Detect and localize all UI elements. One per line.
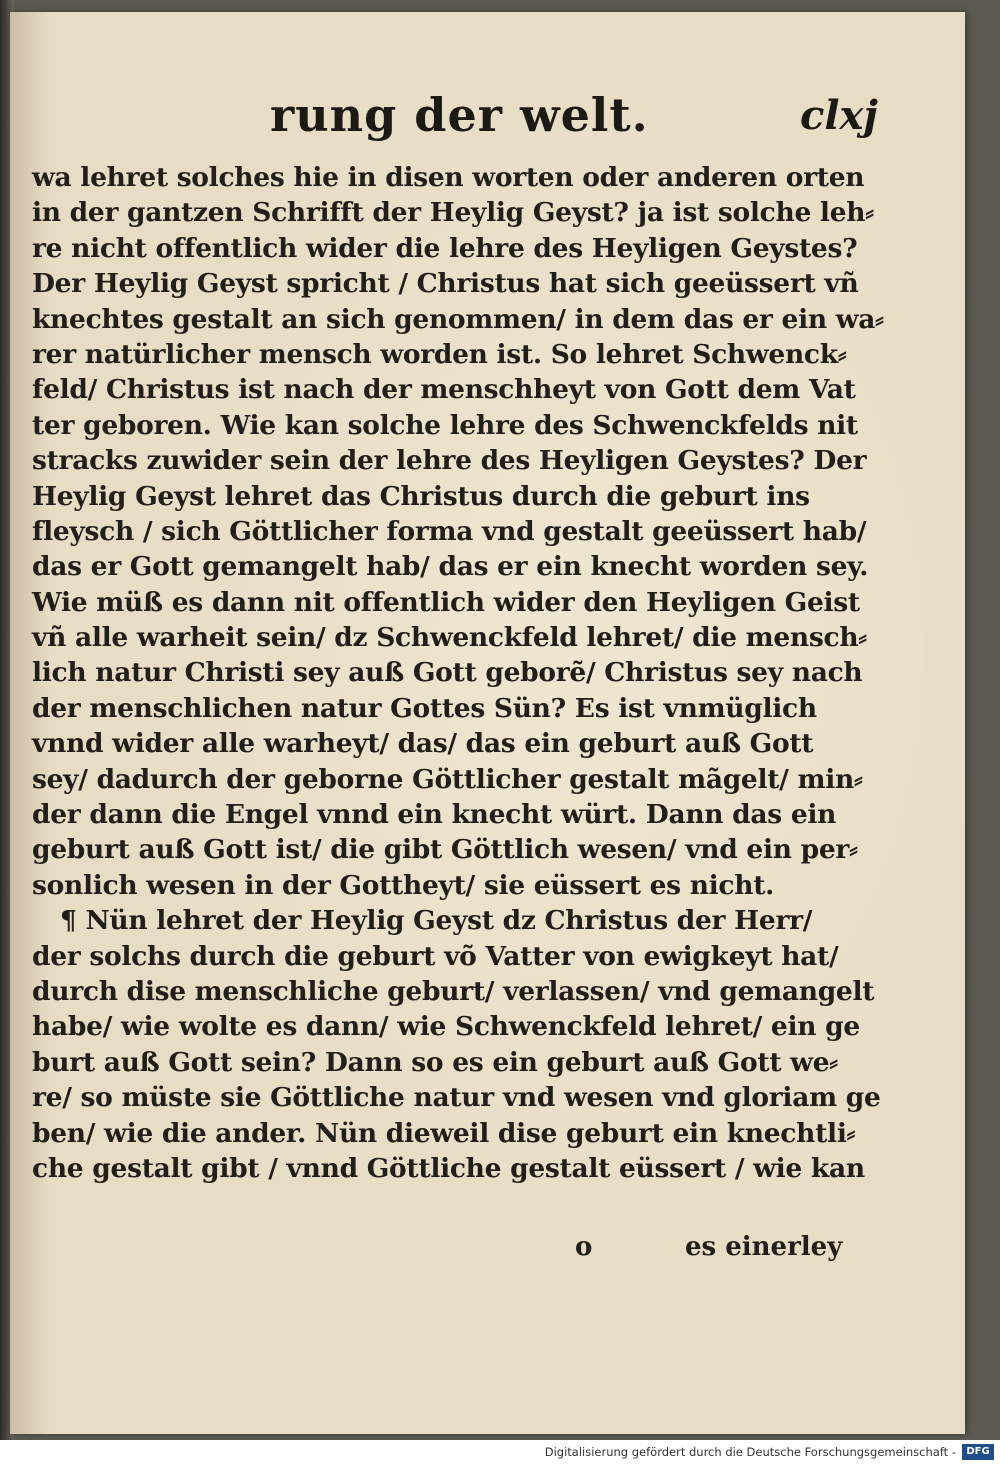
text-line: habe/ wie wolte es dann/ wie Schwenckfeld lehret/ ein ge xyxy=(32,1011,860,1043)
text-line: burt auß Gott sein? Dann so es ein geburt auß Gott we⸗ xyxy=(32,1046,838,1078)
text-line: ben/ wie die ander. Nün dieweil dise geburt ein knechtli⸗ xyxy=(32,1117,856,1149)
text-line: re/ so müste sie Göttliche natur vnd wesen vnd gloriam ge xyxy=(32,1082,881,1114)
text-line: vnnd wider alle warheyt/ das/ das ein geburt auß Gott xyxy=(32,728,814,760)
text-line: lich natur Christi sey auß Gott geborẽ/ Christus sey nach xyxy=(32,657,863,689)
footer-bar xyxy=(0,1440,1000,1466)
text-line: ter geboren. Wie kan solche lehre des Schwenckfelds nit xyxy=(32,409,858,441)
dfg-logo: DFG xyxy=(962,1444,994,1460)
catchword: es einerley xyxy=(685,1232,843,1262)
text-line: vñ alle warheit sein/ dz Schwenckfeld lehret/ die mensch⸗ xyxy=(32,622,867,654)
text-line: sonlich wesen in der Gottheyt/ sie eüssert es nicht. xyxy=(32,869,775,901)
paragraph-start-line xyxy=(32,903,862,938)
text-line: feld/ Christus ist nach der menschheyt von Gott dem Vat xyxy=(32,374,856,406)
text-line: rer natürlicher mensch worden ist. So lehret Schwenck⸗ xyxy=(32,338,847,370)
text-line: sey/ dadurch der geborne Göttlicher gestalt mãgelt/ min⸗ xyxy=(32,763,863,795)
text-line: re nicht offentlich wider die lehre des Heyligen Geystes? xyxy=(32,232,858,264)
text-line: knechtes gestalt an sich genommen/ in dem das er ein wa⸗ xyxy=(32,303,884,335)
text-line: in der gantzen Schrifft der Heylig Geyst? ja ist solche leh⸗ xyxy=(32,197,874,229)
text-line: der menschlichen natur Gottes Sün? Es ist vnmüglich xyxy=(32,692,817,724)
text-line: geburt auß Gott ist/ die gibt Göttlich wesen/ vnd ein per⸗ xyxy=(32,834,858,866)
text-line: stracks zuwider sein der lehre des Heyligen Geystes? Der xyxy=(32,445,867,477)
text-line: das er Gott gemangelt hab/ das er ein knecht worden sey. xyxy=(32,551,869,583)
text-line: che gestalt gibt / vnnd Göttliche gestalt eüssert / wie kan xyxy=(32,1152,865,1184)
text-line: Heylig Geyst lehret das Christus durch die geburt ins xyxy=(32,480,810,512)
paragraph-mark: ¶ xyxy=(60,905,77,937)
text-line: wa lehret solches hie in disen worten oder anderen orten xyxy=(32,162,865,193)
signature-mark: o xyxy=(575,1232,593,1262)
text-line: Nün lehret der Heylig Geyst dz Christus der Herr/ xyxy=(85,905,813,937)
text-line: der solchs durch die geburt võ Vatter von ewigkeyt hat/ xyxy=(32,940,839,972)
text-line: durch dise menschliche geburt/ verlassen/ vnd gemangelt xyxy=(32,975,875,1007)
text-line: der dann die Engel vnnd ein knecht würt. Dann das ein xyxy=(32,799,837,831)
text-line: fleysch / sich Göttlicher forma vnd gestalt geeüssert hab/ xyxy=(32,515,867,547)
funding-credit: Digitalisierung gefördert durch die Deutsche Forschungsgemeinschaft - xyxy=(544,1445,956,1459)
folio-number: clxj xyxy=(800,92,878,139)
running-title: rung der welt. xyxy=(270,88,649,142)
body-text xyxy=(32,160,884,1186)
text-line: Wie müß es dann nit offentlich wider den Heyligen Geist xyxy=(32,586,860,618)
text-line: Der Heylig Geyst spricht / Christus hat sich geeüssert vñ xyxy=(32,268,859,300)
